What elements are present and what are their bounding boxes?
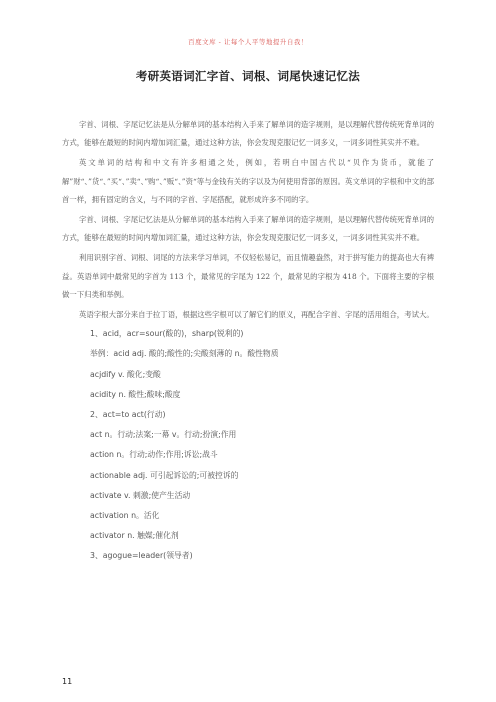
list-item: 1、acid，acr=sour(酸的)，sharp(锐利的) — [90, 329, 244, 339]
list-item: activator n. 触媒;催化剂 — [90, 531, 179, 541]
list-item: 举例：acid adj. 酸的;酸性的;尖酸刻薄的 n。酸性物质 — [90, 349, 279, 359]
paragraph-counts: 利用识别字首、词根、词尾的方法来学习单词，不仅轻松易记，而且情趣盎然，对于拼写能力的提高也大有裨益。英语单词中最常见的字首为 113 个，最常见的字尾为 122 个，最常见的字根为 418 个。下面将主要的字根做一下归类和举例。 — [62, 253, 434, 299]
vocabulary-list — [62, 324, 434, 566]
document-body — [62, 116, 434, 567]
list-item: acjdify v. 酸化;变酸 — [90, 369, 161, 379]
page-number: 11 — [62, 677, 73, 686]
document-title: 考研英语词汇字首、词根、词尾快速记忆法 — [135, 69, 361, 83]
list-item: activation n。活化 — [90, 511, 160, 521]
list-item: 2、act=to act(行动) — [90, 410, 166, 420]
list-item: acidity n. 酸性;酸味;酸度 — [90, 389, 181, 399]
paragraph-intro: 字首、词根、字尾记忆法是从分解单词的基本结构入手来了解单词的造字规则，是以理解代替传统死背单词的方式，能够在最短的时间内增加词汇量，通过这种方法，你会发现克服记忆一词多义，一词多词性其实并不难。 — [62, 120, 434, 148]
header-banner[interactable]: 百度文库 - 让每个人平等地提升自我！ — [188, 38, 308, 46]
list-item: activate v. 刺激;使产生活动 — [90, 490, 191, 500]
paragraph-latin-roots: 英语字根大部分来自于拉丁语，根据这些字根可以了解它们的原义，再配合字首、字尾的活用组合，考试大。 — [79, 310, 434, 320]
paragraph-method: 字首、词根、字尾记忆法是从分解单词的基本结构入手来了解单词的造字规则，是以理解代替传统死背单词的方式，能够在最短的时间内增加词汇量，通过这种方法，你会发现克服记忆一词多义，一词多词性其实并不难。 — [62, 215, 434, 243]
list-item: 3、agogue=leader(领导者) — [90, 551, 193, 561]
paragraph-structure: 英文单词的结构和中文有许多相通之处，例如，若明白中国古代以“贝作为货币，就能了解”财“、”货“、”买“、”卖“、”购“、”贩“、”资“等与金钱有关的字以及为何使用背部的原因。英文单词的字根和中文的部首一样，拥有固定的含义，与不同的字首、字尾搭配，就形成许多不同的字。 — [62, 158, 434, 204]
list-item: actionable adj. 可引起诉讼的;可被控诉的 — [90, 470, 239, 480]
list-item: action n。行动;动作;作用;诉讼;战斗 — [90, 450, 218, 460]
list-item: act n。行动;法案;一幕 v。行动;扮演;作用 — [90, 430, 237, 440]
